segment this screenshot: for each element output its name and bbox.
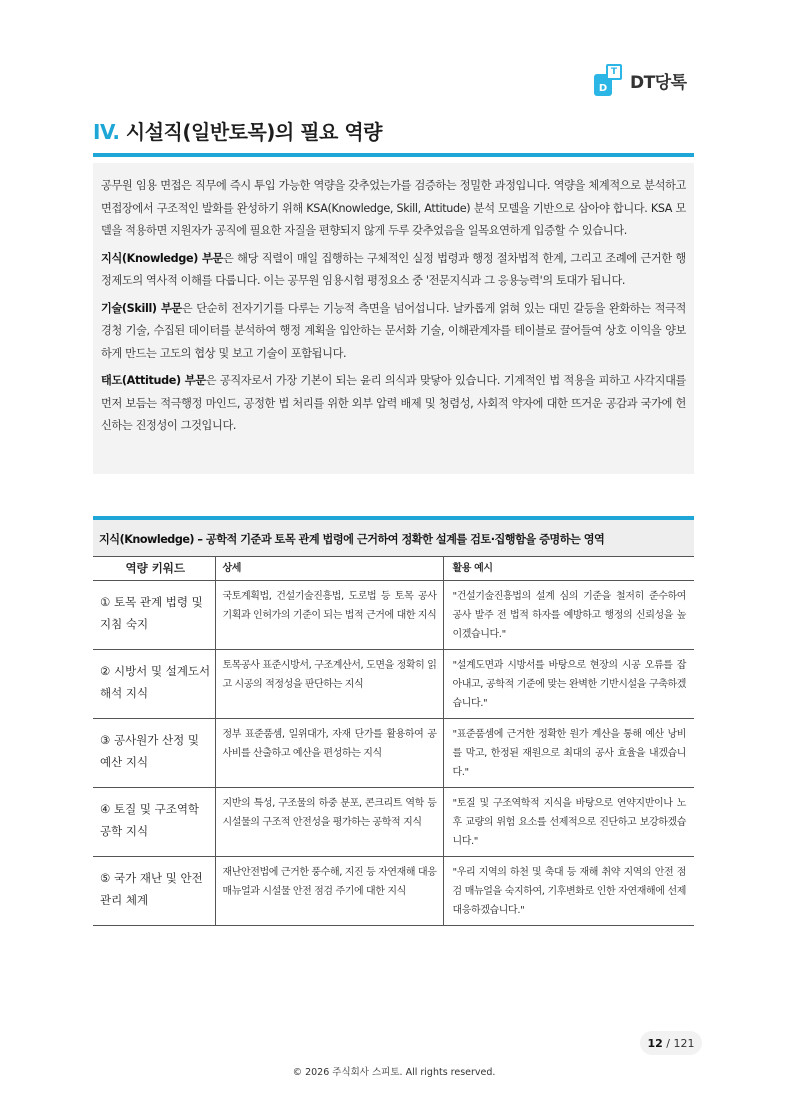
attitude-label: 태도(Attitude) 부문 <box>101 374 206 387</box>
skill-text: 은 단순히 전자기기를 다루는 기능적 측면을 넘어섭니다. 날카롭게 얽혀 있는 대민 갈등을 완화하는 적극적 경청 기술, 수집된 데이터를 분석하여 행정 계획을 입안하는 문서화 기술, 이해관계자를 테이블로 끌어들여 상호 이익을 양보하게 만드는 고도의 협상 및 보고 기술이 포함됩니다. <box>101 301 686 360</box>
detail-cell: 토목공사 표준시방서, 구조계산서, 도면을 정확히 읽고 시공의 적정성을 판단하는 지식 <box>215 649 443 718</box>
example-cell: "우리 지역의 하천 및 축대 등 재해 취약 지역의 안전 점검 매뉴얼을 숙지하여, 기후변화로 인한 자연재해에 선제 대응하겠습니다." <box>443 856 694 925</box>
intro-paragraph: 공무원 임용 면접은 직무에 즉시 투입 가능한 역량을 갖추었는가를 검증하는 정밀한 과정입니다. 역량을 체계적으로 분석하고 면접장에서 구조적인 발화를 완성하기 위해 KSA(Knowledge, Skill, Attitude) 분석 모델을 기반으로 삼아야 합니다. KSA 모델을 적용하면 지원자가 공직에 필요한 자질을 편향되지 않게 두루 갖추었음을 일목요연하게 입증할 수 있습니다. <box>101 179 686 237</box>
keyword-cell: ⑤ 국가 재난 및 안전관리 체계 <box>93 856 215 925</box>
section-title <box>93 116 382 145</box>
title-divider <box>93 153 694 157</box>
header-example: 활용 예시 <box>443 557 694 580</box>
attitude-text: 은 공직자로서 가장 기본이 되는 윤리 의식과 맞닿아 있습니다. 기계적인 법 적용을 피하고 사각지대를 먼저 보듬는 적극행정 마인드, 공정한 법 처리를 위한 외부 압력 배제 및 청렴성, 사회적 약자에 대한 뜨거운 공감과 국가에 헌신하는 진정성이 그것입니다. <box>101 374 686 432</box>
intro-box <box>93 163 694 474</box>
detail-cell: 정부 표준품셈, 일위대가, 자재 단가를 활용하여 공사비를 산출하고 예산을 편성하는 지식 <box>215 718 443 787</box>
section-title-text: 시설직(일반토목)의 필요 역량 <box>125 120 382 144</box>
detail-cell: 재난안전법에 근거한 풍수해, 지진 등 자연재해 대응 매뉴얼과 시설물 안전 점검 주기에 대한 지식 <box>215 856 443 925</box>
keyword-cell: ② 시방서 및 설계도서 해석 지식 <box>93 649 215 718</box>
keyword-cell: ③ 공사원가 산정 및 예산 지식 <box>93 718 215 787</box>
knowledge-label: 지식(Knowledge) 부문 <box>101 251 223 265</box>
header-keyword: 역량 키워드 <box>93 557 215 580</box>
page-indicator <box>640 1031 702 1055</box>
example-cell: "표준품셈에 근거한 정확한 원가 계산을 통해 예산 낭비를 막고, 한정된 재원으로 최대의 공사 효율을 내겠습니다." <box>443 718 694 787</box>
page-separator: / <box>662 1036 674 1050</box>
example-cell: "건설기술진흥법의 설계 심의 기준을 철저히 준수하여 공사 발주 전 법적 하자를 예방하고 행정의 신뢰성을 높이겠습니다." <box>443 580 694 649</box>
brand-logo <box>594 62 687 98</box>
skill-paragraph <box>101 298 686 366</box>
logo-letter-d: D <box>594 74 612 96</box>
dt-logo-icon <box>594 62 626 98</box>
skill-label: 기술(Skill) 부문 <box>101 301 182 315</box>
knowledge-table <box>93 516 694 926</box>
table-header-row <box>93 557 694 580</box>
detail-cell: 국토계획법, 건설기술진흥법, 도로법 등 토목 공사 기획과 인허가의 기준이 되는 법적 근거에 대한 지식 <box>215 580 443 649</box>
example-cell: "토질 및 구조역학적 지식을 바탕으로 연약지반이나 노후 교량의 위험 요소를 선제적으로 진단하고 보강하겠습니다." <box>443 787 694 856</box>
table-row <box>93 718 694 787</box>
table-caption: 지식(Knowledge) – 공학적 기준과 토목 관계 법령에 근거하여 정확한 설계를 검토·집행함을 증명하는 영역 <box>93 520 694 557</box>
detail-cell: 지반의 특성, 구조물의 하중 분포, 콘크리트 역학 등 시설물의 구조적 안전성을 평가하는 공학적 지식 <box>215 787 443 856</box>
header-detail: 상세 <box>215 557 443 580</box>
keyword-cell: ① 토목 관계 법령 및 지침 숙지 <box>93 580 215 649</box>
current-page: 12 <box>647 1036 663 1050</box>
total-pages: 121 <box>673 1036 695 1050</box>
keyword-cell: ④ 토질 및 구조역학 공학 지식 <box>93 787 215 856</box>
brand-name: DT당톡 <box>630 72 687 93</box>
table-row <box>93 580 694 649</box>
table-row <box>93 649 694 718</box>
copyright-footer: © 2026 주식회사 스피토. All rights reserved. <box>292 1067 496 1078</box>
logo-letter-t: T <box>606 64 622 80</box>
competency-table <box>93 557 694 926</box>
table-row <box>93 856 694 925</box>
knowledge-paragraph <box>101 248 686 293</box>
section-number: IV. <box>93 120 120 144</box>
knowledge-text: 은 해당 직렬이 매일 집행하는 구체적인 실정 법령과 행정 절차법적 한계, 그리고 조례에 근거한 행정제도의 역사적 이해를 다룹니다. 이는 공무원 임용시험 평정요소 중 '전문지식과 그 응용능력'의 토대가 됩니다. <box>101 251 686 287</box>
attitude-paragraph <box>101 370 686 438</box>
example-cell: "설계도면과 시방서를 바탕으로 현장의 시공 오류를 잡아내고, 공학적 기준에 맞는 완벽한 기반시설을 구축하겠습니다." <box>443 649 694 718</box>
table-row <box>93 787 694 856</box>
